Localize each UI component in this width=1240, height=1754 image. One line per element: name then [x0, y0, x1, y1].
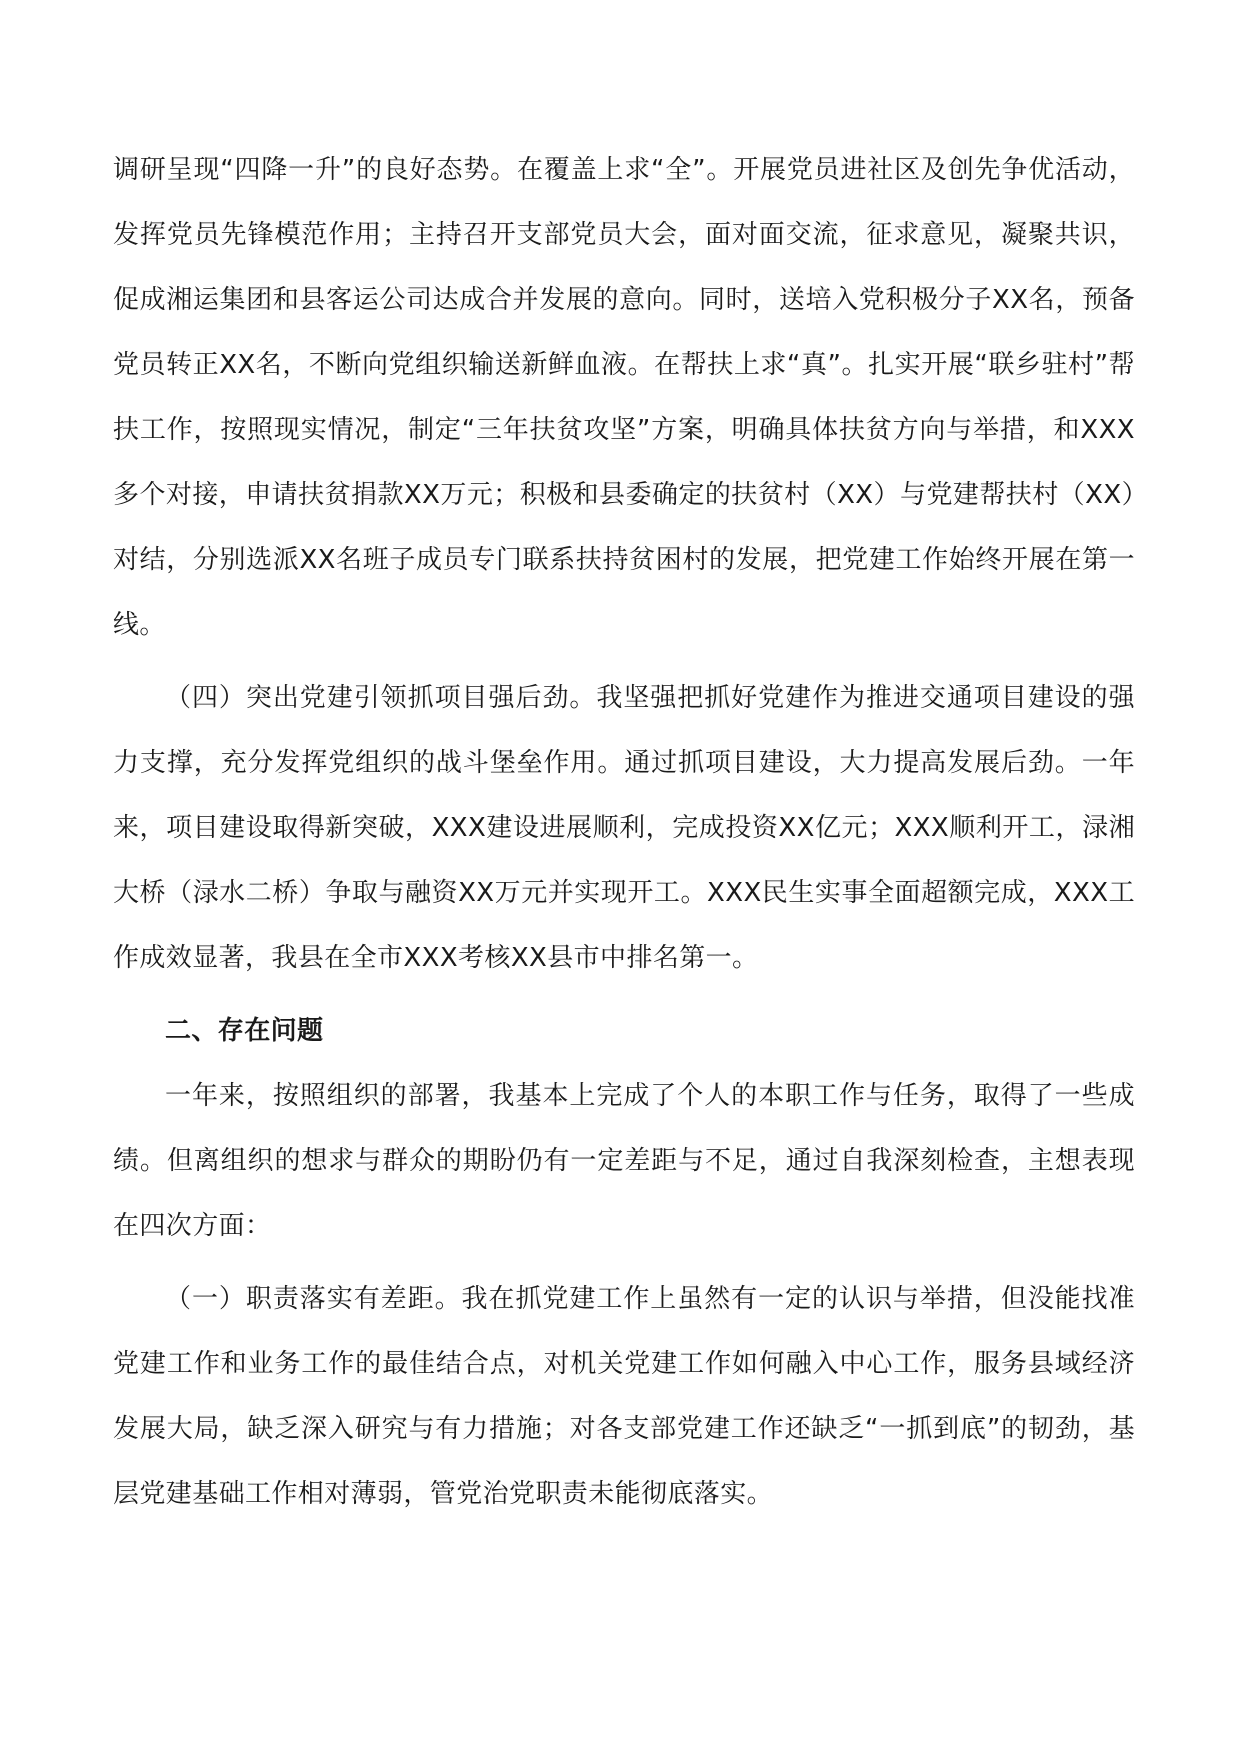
paragraph-section-four: （四）突出党建引领抓项目强后劲。我坚强把抓好党建作为推进交通项目建设的强力支撑，充分发挥党组织的战斗堡垒作用。通过抓项目建设，大力提高发展后劲。一年来，项目建设取得新突破，XXX建设进展顺利，完成投资XX亿元；XXX顺利开工，渌湘大桥（渌水二桥）争取与融资XX万元并实现开工。XXX民生实事全面超额完成，XXX工作成效显著，我县在全市XXX考核XX县市中排名第一。	[113, 683, 1135, 973]
paragraph-continuation: 调研呈现“四降一升”的良好态势。在覆盖上求“全”。开展党员进社区及创先争优活动，发挥党员先锋模范作用；主持召开支部党员大会，面对面交流，征求意见，凝聚共识，促成湘运集团和县客运公司达成合并发展的意向。同时，送培入党积极分子XX名，预备党员转正XX名，不断向党组织输送新鲜血液。在帮扶上求“真”。扎实开展“联乡驻村”帮扶工作，按照现实情况，制定“三年扶贫攻坚”方案，明确具体扶贫方向与举措，和XXX多个对接，申请扶贫捐款XX万元；积极和县委确定的扶贫村（XX）与党建帮扶村（XX）对结，分别选派XX名班子成员专门联系扶持贫困村的发展，把党建工作始终开展在第一线。	[113, 155, 1135, 640]
document-body	[113, 138, 1135, 1527]
paragraph-problem-one: （一）职责落实有差距。我在抓党建工作上虽然有一定的认识与举措，但没能找准党建工作和业务工作的最佳结合点，对机关党建工作如何融入中心工作，服务县域经济发展大局，缺乏深入研究与有力措施；对各支部党建工作还缺乏“一抓到底”的韧劲，基层党建基础工作相对薄弱，管党治党职责未能彻底落实。	[113, 1284, 1135, 1509]
paragraph-problems-intro: 一年来，按照组织的部署，我基本上完成了个人的本职工作与任务，取得了一些成绩。但离组织的想求与群众的期盼仍有一定差距与不足，通过自我深刻检查，主想表现在四次方面：	[113, 1081, 1135, 1241]
section-heading-problems: 二、存在问题	[165, 1016, 324, 1046]
